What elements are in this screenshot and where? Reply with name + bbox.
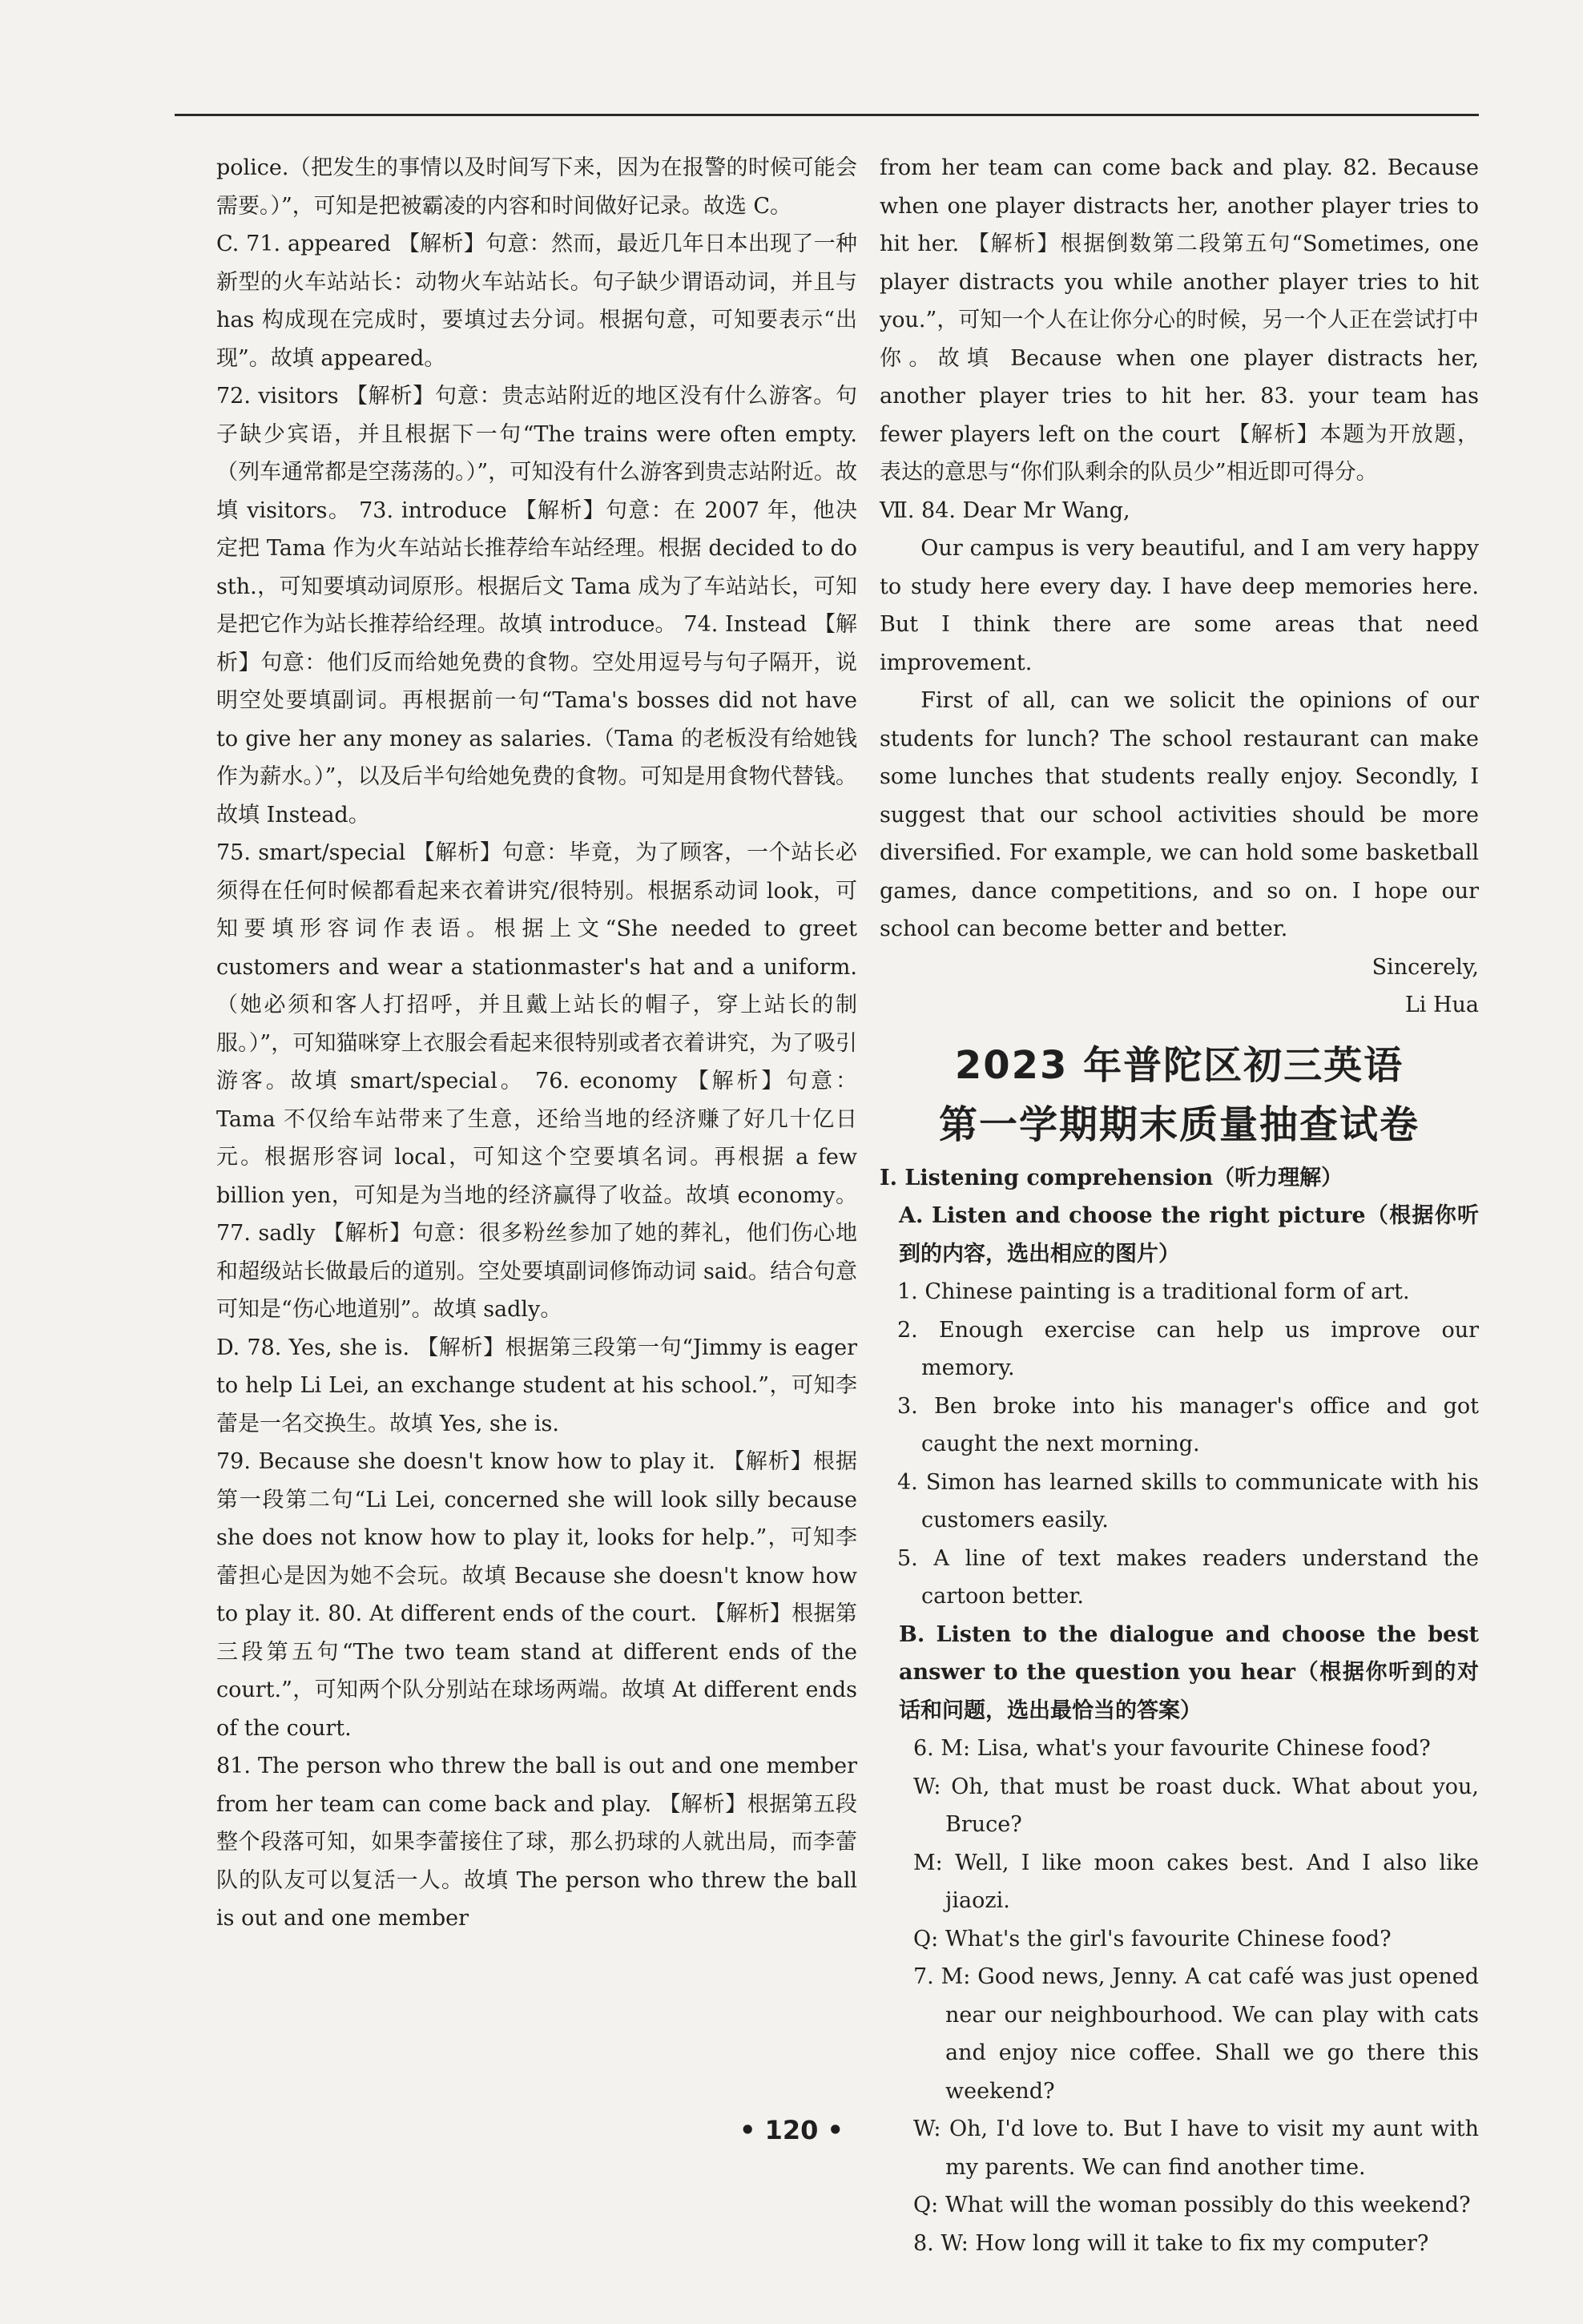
dialogue-line-7: Q: What will the woman possibly do this weekend? xyxy=(913,2193,1471,2217)
part-b-heading: B. Listen to the dialogue and choose the best answer to the question you hear（根据你听到的对话和问题，选出最恰当的答案） xyxy=(899,1621,1479,1723)
part-a-item-5: 5. A line of text makes readers understand the cartoon better. xyxy=(897,1545,1479,1609)
page-number: • 120 • xyxy=(739,2115,844,2145)
dialogue-line-1: 6. M: Lisa, what's your favourite Chinese food? xyxy=(913,1736,1431,1761)
exam-title-line-1: 2023 年普陀区初三英语 xyxy=(954,1042,1404,1088)
letter-closing: Sincerely, xyxy=(1372,954,1479,980)
part-a-item-4: 4. Simon has learned skills to communicate with his customers easily. xyxy=(897,1469,1479,1533)
section-listening-heading: Ⅰ. Listening comprehension（听力理解） xyxy=(880,1165,1343,1190)
letter-signature: Li Hua xyxy=(1404,993,1479,1017)
part-a-heading: A. Listen and choose the right picture（根据你听到的内容，选出相应的图片） xyxy=(899,1203,1479,1267)
left-column xyxy=(216,149,857,1938)
dialogue-line-2: W: Oh, that must be roast duck. What about you, Bruce? xyxy=(913,1774,1479,1837)
part-a-item-3: 3. Ben broke into his manager's office and got caught the next morning. xyxy=(897,1393,1479,1456)
left-paragraph-5: D. 78. Yes, she is. 【解析】根据第三段第一句“Jimmy is eager to help Li Lei, an exchange student at his school.”，可知李蕾是一名交换生。故填 Yes, she is. xyxy=(216,1335,857,1436)
letter-paragraph-2: First of all, can we solicit the opinions of our students for lunch? The school restaurant can make some lunches that students really enjoy. Secondly, I suggest that our school activities should be more diversified. For example, we can hold some basketball games, dance competitions, and so on. I hope our school can become better and better. xyxy=(880,688,1479,941)
dialogue-line-3: M: Well, I like moon cakes best. And I also like jiaozi. xyxy=(913,1850,1479,1913)
left-paragraph-2: C. 71. appeared 【解析】句意：然而，最近几年日本出现了一种新型的火车站站长：动物火车站站长。句子缺少谓语动词，并且与 has 构成现在完成时，要填过去分词。根据句意，可知要表示“出现”。故填 appeared。 xyxy=(216,232,857,371)
part-a-item-1: 1. Chinese painting is a traditional form of art. xyxy=(897,1279,1410,1304)
right-continued-answers: from her team can come back and play. 82. Because when one player distracts her, another player tries to hit her. 【解析】根据倒数第二段第五句“Sometimes, one player distracts you while another player tries to hit you.”，可知一个人在让你分心的时候，另一个人正在尝试打中你。故填 Because when one player distracts her, another player tries to hit her. 83. your team has fewer players left on the court 【解析】本题为开放题，表达的意思与“你们队剩余的队员少”相近即可得分。 xyxy=(880,155,1479,485)
part-a-item-2: 2. Enough exercise can help us improve our memory. xyxy=(897,1317,1479,1380)
left-paragraph-1: police.（把发生的事情以及时间写下来，因为在报警的时候可能会需要。）”，可知是把被霸凌的内容和时间做好记录。故选 C。 xyxy=(216,155,857,219)
exam-title-line-2: 第一学期期末质量抽查试卷 xyxy=(938,1102,1420,1147)
left-paragraph-3: 72. visitors 【解析】句意：贵志站附近的地区没有什么游客。句子缺少宾语，并且根据下一句“The trains were often empty.（列车通常都是空荡荡的。）”，可知没有什么游客到贵志站附近。故填 visitors。 73. introduce 【解析】句意：在 2007 年，他决定把 Tama 作为火车站站长推荐给车站经理。根据 decided to do sth.，可知要填动词原形。根据后文 Tama 成为了车站站长，可知是把它作为站长推荐给经理。故填 introduce。 74. Instead 【解析】句意：他们反而给她免费的食物。空处用逗号与句子隔开，说明空处要填副词。再根据前一句“Tama's bosses did not have to give her any money as salaries.（Tama 的老板没有给她钱作为薪水。）”，以及后半句给她免费的食物。可知是用食物代替钱。故填 Instead。 xyxy=(216,384,857,828)
letter-paragraph-1: Our campus is very beautiful, and I am very happy to study here every day. I have deep memories here. But I think there are some areas that need improvement. xyxy=(880,536,1479,675)
dialogue-line-4: Q: What's the girl's favourite Chinese food? xyxy=(913,1926,1392,1951)
left-paragraph-6: 79. Because she doesn't know how to play it. 【解析】根据第一段第二句“Li Lei, concerned she will look silly because she does not know how to play it, looks for help.”，可知李蕾担心是因为她不会玩。故填 Because she doesn't know how to play it. 80. At different ends of the court. 【解析】根据第三段第五句“The two team stand at different ends of the court.”，可知两个队分别站在球场两端。故填 At different ends of the court. xyxy=(216,1449,857,1741)
letter-greeting: Ⅶ. 84. Dear Mr Wang, xyxy=(880,497,1130,523)
dialogue-line-5: 7. M: Good news, Jenny. A cat café was just opened near our neighbourhood. We can play with cats and enjoy nice coffee. Shall we go there this weekend? xyxy=(913,1964,1479,2104)
dialogue-line-8: 8. W: How long will it take to fix my computer? xyxy=(913,2230,1429,2256)
left-paragraph-4: 75. smart/special 【解析】句意：毕竟，为了顾客，一个站长必须得在任何时候都看起来衣着讲究/很特别。根据系动词 look，可知要填形容词作表语。根据上文“She needed to greet customers and wear a stationmaster's hat and a uniform.（她必须和客人打招呼，并且戴上站长的帽子，穿上站长的制服。）”，可知猫咪穿上衣服会看起来很特别或者衣着讲究，为了吸引游客。故填 smart/special。 76. economy 【解析】句意：Tama 不仅给车站带来了生意，还给当地的经济赚了好几十亿日元。根据形容词 local，可知这个空要填名词。再根据 a few billion yen，可知是为当地的经济赢得了收益。故填 economy。 77. sadly 【解析】句意：很多粉丝参加了她的葬礼，他们伤心地和超级站长做最后的道别。空处要填副词修饰动词 said。结合句意可知是“伤心地道别”。故填 sadly。 xyxy=(216,840,857,1322)
left-paragraph-7: 81. The person who threw the ball is out and one member from her team can come back and play. 【解析】根据第五段整个段落可知，如果李蕾接住了球，那么扔球的人就出局，而李蕾队的队友可以复活一人。故填 The person who threw the ball is out and one member xyxy=(216,1754,857,1931)
header-rule xyxy=(175,114,1479,116)
right-column xyxy=(880,149,1479,2262)
exam-title xyxy=(880,1036,1479,1154)
dialogue-line-6: W: Oh, I'd love to. But I have to visit my aunt with my parents. We can find another time. xyxy=(913,2117,1479,2180)
